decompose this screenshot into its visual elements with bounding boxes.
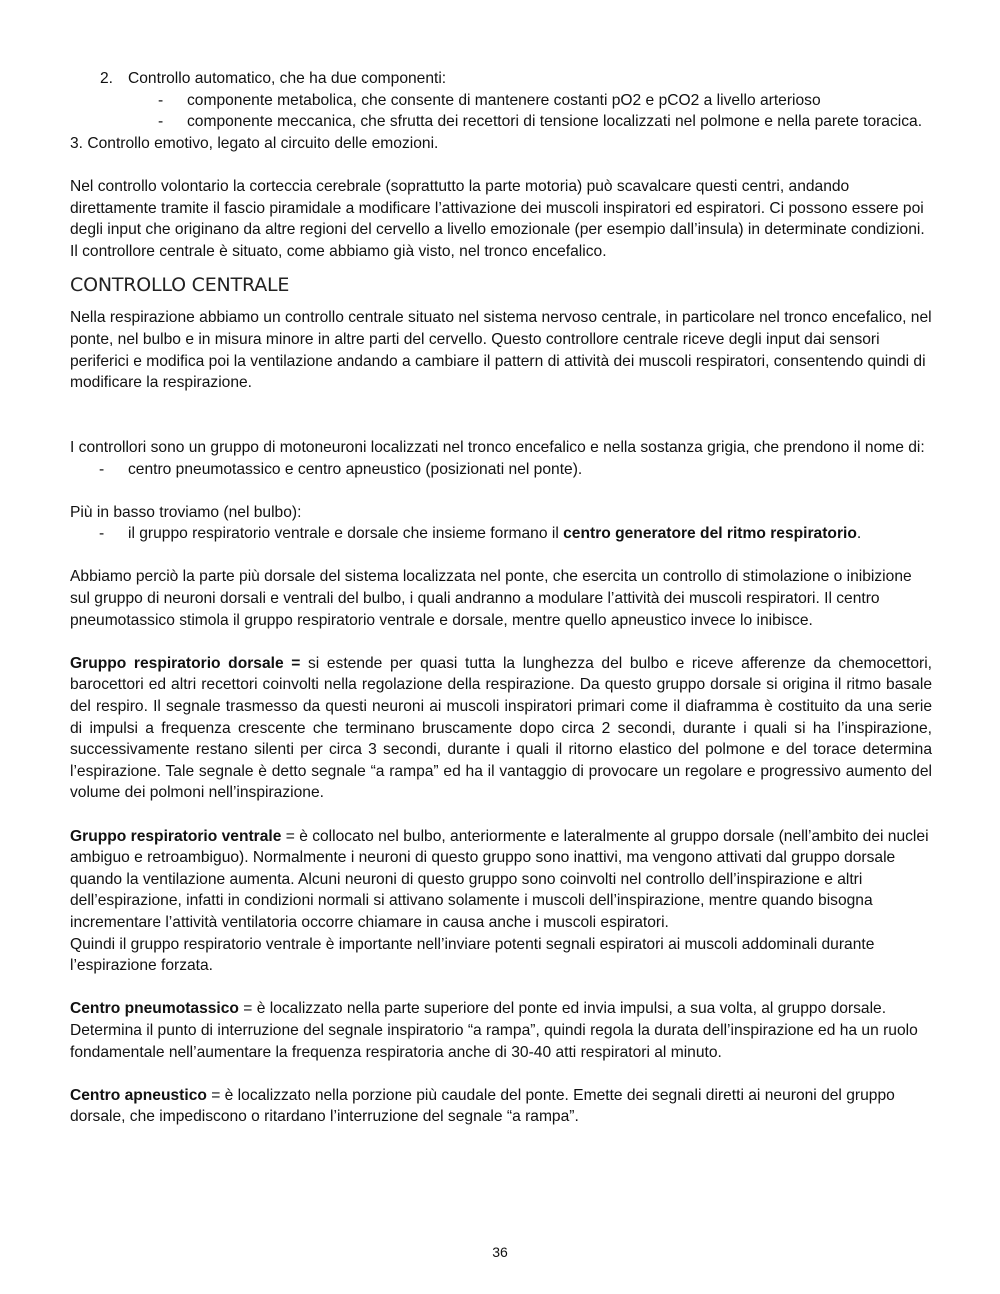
term-gruppo-ventrale: Gruppo respiratorio ventrale [70,827,282,845]
bullet-text-before: il gruppo respiratorio ventrale e dorsale che insieme formano il [128,525,564,543]
sub-item-metabolica [70,90,932,112]
page-number: 36 [492,1244,508,1260]
sub-item-text: componente meccanica, che sfrutta dei recettori di tensione localizzati nel polmone e nella parete toracica. [187,113,923,131]
list-item-2 [70,68,932,90]
paragraph-gruppo-ventrale-followup: Quindi il gruppo respiratorio ventrale è importante nell’inviare potenti segnali espiratori ai muscoli addominali durante l’espirazione forzata. [70,935,875,975]
paragraph-gruppo-dorsale [70,653,932,804]
section-heading: CONTROLLO CENTRALE [70,274,290,297]
paragraph-controllo-centrale: Nella respirazione abbiamo un controllo centrale situato nel sistema nervoso centrale, in particolare nel tronco encefalico, nel ponte, nel bulbo e in misura minore in altre parti del cervello. Questo controllore centrale riceve degli input dai sensori periferici e modifica poi la ventilazione andando a cambiare il pattern di attività dei muscoli respiratori, consentendo quindi di modificare la respirazione. [70,309,932,392]
sub-item-meccanica [70,111,932,133]
list-number: 2. [100,70,114,87]
definition-gruppo-dorsale: si estende per quasi tutta la lunghezza del bulbo e riceve afferenze da chemocettori, barocettori ed altri recettori coinvolti nella regolazione della respirazione. Da questo gruppo dorsale si origina il ritmo basale del respiro. Il segnale trasmesso da questi neuroni ai muscoli inspiratori primari come il diaframma è costituito da una serie di impulsi a frequenza crescente che terminano bruscamente dopo circa 2 secondi, durante i quali si ha l’inspirazione, successivamente restano silenti per circa 3 secondi, durante i quali il ritorno elastico del polmone e del torace determina l’espirazione. Tale segnale è detto segnale “a rampa” ed ha il vantaggio di provocare un regolare e progressivo aumento del volume dei polmoni nell’inspirazione. [70,654,932,802]
bullet-text: centro pneumotassico e centro apneustico (posizionati nel ponte). [128,460,583,478]
bullet-ponte [70,459,932,481]
list-item-text: Controllo automatico, che ha due componenti: [128,70,447,87]
sub-item-text: componente metabolica, che consente di mantenere costanti pO2 e pCO2 a livello arterioso [187,91,821,109]
dash-bullet: - [99,460,105,478]
paragraph-centro-pneumotassico [70,998,932,1063]
dash-bullet: - [99,525,105,543]
definition-centro-pneumotassico: = è localizzato nella parte superiore del ponte ed invia impulsi, a sua volta, al gruppo dorsale. Determina il punto di interruzione del segnale inspiratorio “a rampa”, quindi regola la durata dell’inspirazione ed ha un ruolo fondamentale nell’aumentare la frequenza respiratoria anche di 30-40 atti respiratori al minuto. [70,1000,918,1061]
list-item-3: 3. Controllo emotivo, legato al circuito delle emozioni. [70,134,439,152]
paragraph-controllo-volontario: Nel controllo volontario la corteccia cerebrale (soprattutto la parte motoria) può scavalcare questi centri, andando direttamente tramite il fascio piramidale a modificare l’attivazione dei muscoli inspiratori ed espiratori. Ci possono essere poi degli input che originano da altre regioni del cervello a livello emozionale (per esempio dall’insula) in determinate condizioni. Il controllore centrale è situato, come abbiamo già visto, nel tronco encefalico. [70,177,925,260]
dash-bullet: - [158,91,164,109]
dash-bullet: - [158,113,164,131]
page-content [70,68,932,1128]
paragraph-gruppo-ventrale [70,826,932,934]
bullet-text-after: . [856,525,862,543]
paragraph-bulbo-intro: Più in basso troviamo (nel bulbo): [70,503,302,521]
paragraph-centro-apneustico [70,1085,932,1128]
definition-centro-apneustico: = è localizzato nella porzione più caudale del ponte. Emette dei segnali diretti ai neuroni del gruppo dorsale, che impediscono o ritardano l’interruzione del segnale “a rampa”. [70,1086,895,1126]
paragraph-controllori: I controllori sono un gruppo di motoneuroni localizzati nel tronco encefalico e nella sostanza grigia, che prendono il nome di: [70,438,925,456]
term-gruppo-dorsale: Gruppo respiratorio dorsale = [70,654,301,672]
definition-gruppo-ventrale: = è collocato nel bulbo, anteriormente e lateralmente al gruppo dorsale (nell’ambito dei nuclei ambiguo e retroambiguo). Normalmente i neuroni di questo gruppo sono inattivi, ma vengono attivati dal gruppo dorsale quando la ventilazione aumenta. Alcuni neuroni di questo gruppo sono coinvolti nel controllo dell’inspirazione e altri dell’espirazione, infatti in condizioni normali si attivano solamente i muscoli dell’inspirazione, mentre quando bisogna incrementare l’attività ventilatoria occorre chiamare in causa anche i muscoli espiratori. [70,827,929,931]
term-centro-apneustico: Centro apneustico [70,1086,207,1104]
term-centro-pneumotassico: Centro pneumotassico [70,1000,239,1018]
paragraph-dorsale-ponte: Abbiamo perciò la parte più dorsale del sistema localizzata nel ponte, che esercita un controllo di stimolazione o inibizione sul gruppo di neuroni dorsali e ventrali del bulbo, i quali andranno a modulare l’attività dei muscoli respiratori. Il centro pneumotassico stimola il gruppo respiratorio ventrale e dorsale, mentre quello apneustico invece lo inibisce. [70,568,912,629]
bullet-text-bold: centro generatore del ritmo respiratorio [563,525,857,543]
bullet-bulbo [70,523,932,545]
